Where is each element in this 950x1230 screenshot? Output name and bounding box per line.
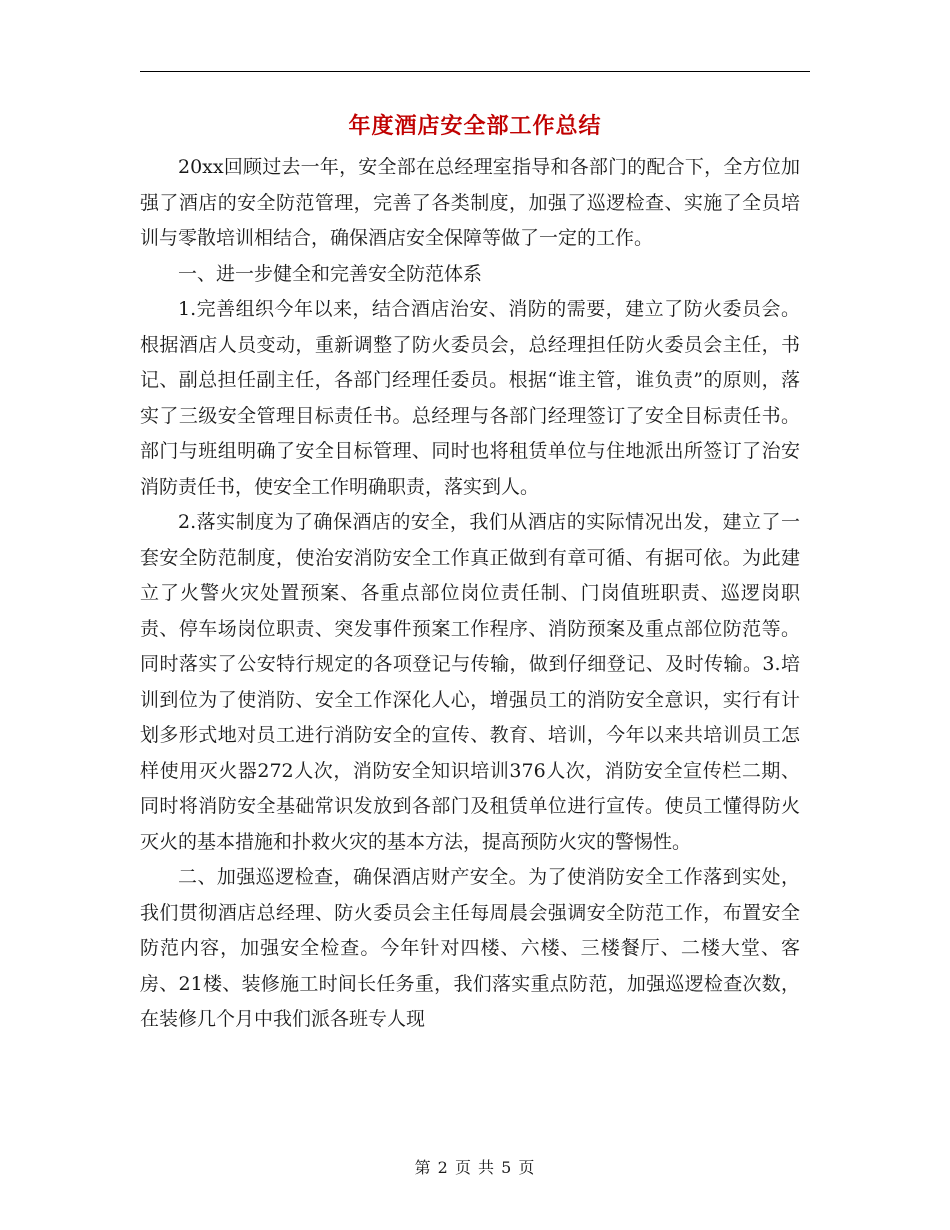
- paragraph-system-training: 2.落实制度为了确保酒店的安全，我们从酒店的实际情况出发，建立了一套安全防范制度，使治安消防安全工作真正做到有章可循、有据可依。为此建立了火警火灾处置预案、各重点部位岗位责任制、门岗值班职责、巡逻岗职责、停车场岗位职责、突发事件预案工作程序、消防预案及重点部位防范等。同时落实了公安特行规定的各项登记与传输，做到仔细登记、及时传输。3.培训到位为了使消防、安全工作深化人心，增强员工的消防安全意识，实行有计划多形式地对员工进行消防安全的宣传、教育、培训，今年以来共培训员工怎样使用灭火器272人次，消防安全知识培训376人次，消防安全宣传栏二期、同时将消防安全基础常识发放到各部门及租赁单位进行宣传。使员工懂得防火灭火的基本措施和扑救火灾的基本方法，提高预防火灾的警惕性。: [140, 511, 800, 853]
- document-body: [140, 150, 800, 1038]
- page-number: 第 2 页 共 5 页: [414, 1158, 536, 1177]
- document-title: 年度酒店安全部工作总结: [348, 113, 602, 139]
- paragraph-organization: 1.完善组织今年以来，结合酒店治安、消防的需要，建立了防火委员会。根据酒店人员变动，重新调整了防火委员会，总经理担任防火委员会主任，书记、副总担任副主任，各部门经理任委员。根据“谁主管，谁负责”的原则，落实了三级安全管理目标责任书。总经理与各部门经理签订了安全目标责任书。部门与班组明确了安全目标管理、同时也将租赁单位与住地派出所签订了治安消防责任书，使安全工作明确职责，落实到人。: [140, 298, 800, 498]
- header-rule: [140, 71, 810, 72]
- paragraph-intro: 20xx回顾过去一年，安全部在总经理室指导和各部门的配合下，全方位加强了酒店的安全防范管理，完善了各类制度，加强了巡逻检查、实施了全员培训与零散培训相结合，确保酒店安全保障等做了一定的工作。: [140, 156, 800, 249]
- section-heading-1: 一、进一步健全和完善安全防范体系: [178, 262, 483, 285]
- paragraph-patrol: 二、加强巡逻检查，确保酒店财产安全。为了使消防安全工作落到实处，我们贯彻酒店总经理、防火委员会主任每周晨会强调安全防范工作，布置安全防范内容，加强安全检查。今年针对四楼、六楼、三楼餐厅、二楼大堂、客房、21楼、装修施工时间长任务重，我们落实重点防范，加强巡逻检查次数，在装修几个月中我们派各班专人现: [140, 866, 800, 1030]
